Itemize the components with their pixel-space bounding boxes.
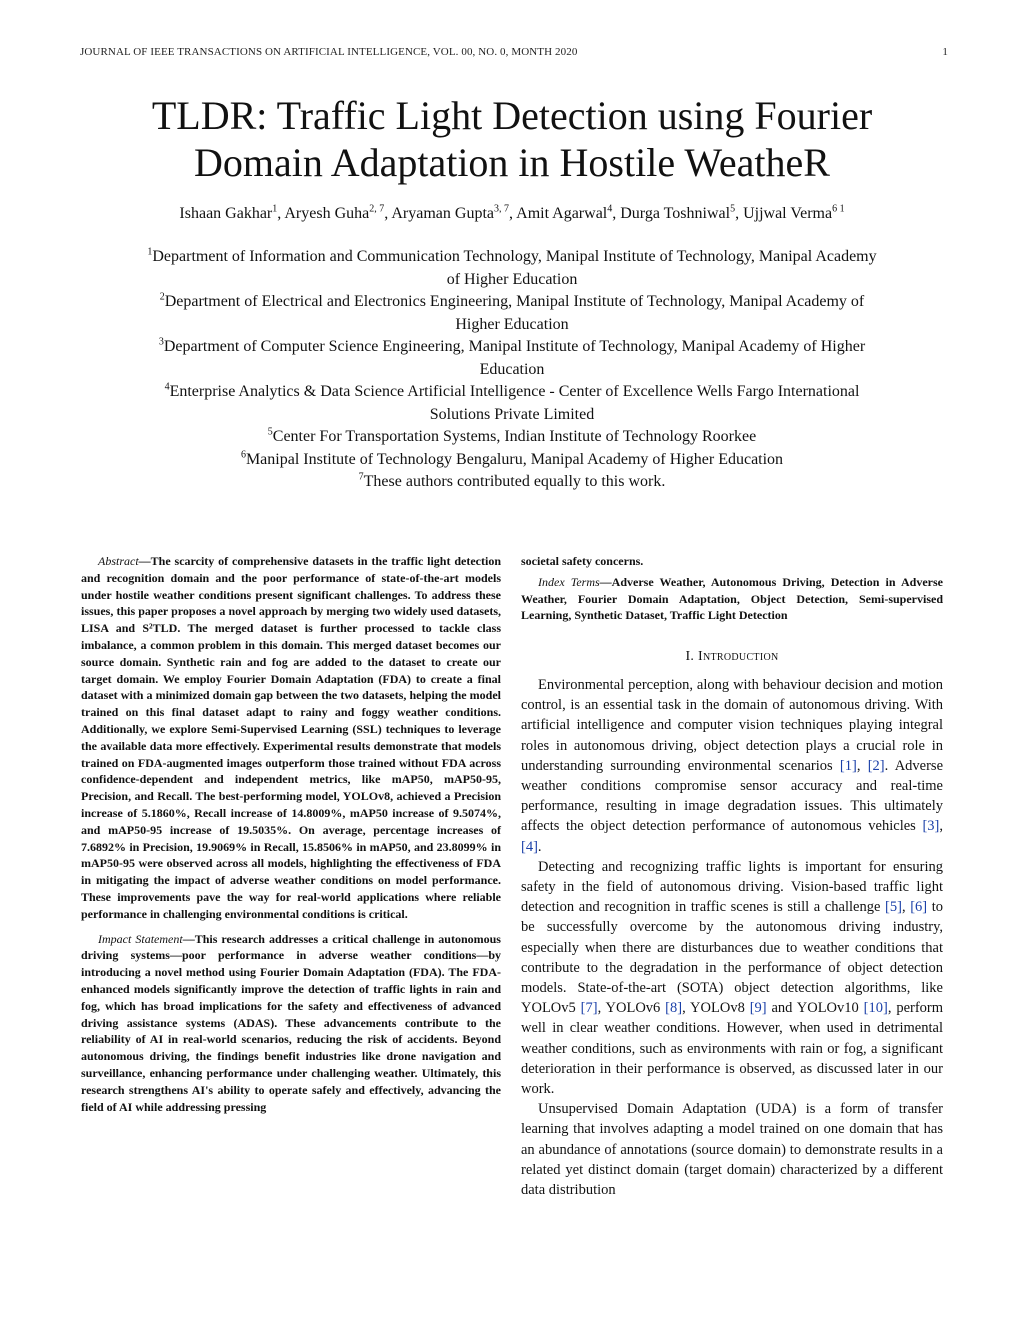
text-run: , (939, 818, 943, 835)
affiliation-line: Department of Computer Science Engineering, Manipal Institute of Technology, Manipal Academy of Higher (163, 338, 866, 355)
citation-link[interactable]: [4] (521, 838, 538, 855)
citation-link[interactable]: [3] (922, 818, 940, 835)
abstract-text: —The scarcity of comprehensive datasets in the traffic light detection and recognition domain and the poor performance of state-of-the-art models under hostile weather conditions present significant challenges. To address these issues, this paper proposes a novel approach by merging two widely used datasets, LISA and S²TLD. The merged dataset is further processed to tackle class imbalance, a common problem in this domain. This merged dataset becomes our source domain. Synthetic rain and fog are added to the dataset to create our target domain. We employ Fourier Domain Adaptation (FDA) to create a final dataset with a minimized domain gap between the two datasets, helping the model trained on this final dataset adapt to rainy and foggy weather conditions. Additionally, we explore Semi-Supervised Learning (SSL) techniques to leverage the available data more effectively. Experimental results demonstrate that models trained on FDA-augmented images outperform those trained without FDA across confidence-dependent and independent metrics, like mAP50, mAP50-95, Precision, and Recall. The best-performing model, YOLOv8, achieved a Precision increase of 5.1860%, Recall increase of 14.8009%, mAP50 increase of 9.5074%, and mAP50-95 increase of 19.5035%. On average, percentage increases of 7.6892% in Precision, 19.9069% in Recall, 15.8506% in mAP50, and 23.8099% in mAP50-95 were observed across all models, highlighting the effectiveness of FDA in mitigating the impact of adverse weather conditions on model performance. These improvements pave the way for real-world applications where reliable performance in challenging environmental conditions is critical. (81, 554, 501, 921)
left-column (81, 553, 501, 1115)
text-run: to be successfully overcome by the autonomous driving industry, especially when there are disturbances due to weather conditions that contribute to the degradation in the performance of object detection models. State-of-the-art (SOTA) object detection algorithms, like YOLOv5 (521, 899, 944, 1017)
affiliation (80, 426, 944, 449)
citation-link[interactable]: [9] (749, 1000, 767, 1017)
title-line-2: Domain Adaptation in Hostile WeatheR (194, 140, 830, 185)
affiliation-sup: 6 (240, 449, 246, 461)
text-run: , (901, 899, 911, 916)
citation-link[interactable]: [10] (863, 1000, 888, 1017)
citation-link[interactable]: [1] (839, 757, 857, 774)
index-terms-text: —Adverse Weather, Autonomous Driving, Detection in Adverse Weather, Fourier Domain Adaptation, Object Detection, Semi-supervised Learning, Synthetic Dataset, Traffic Light Detection (521, 574, 943, 623)
author-sup: 4 (607, 203, 613, 215)
affiliation-line: Manipal Institute of Technology Bengaluru, Manipal Academy of Higher Education (245, 450, 784, 468)
affiliation-line: Solutions Private Limited (429, 405, 595, 423)
affiliation-sup: 1 (147, 246, 153, 258)
author-sup: 3, 7 (494, 203, 510, 215)
index-terms-label: Index Terms (538, 574, 600, 589)
affiliation (80, 381, 944, 426)
affiliation (80, 246, 944, 291)
citation-link[interactable]: [7] (580, 1000, 598, 1017)
affiliation-line: Enterprise Analytics & Data Science Artificial Intelligence - Center of Excellence Wells Fargo International (169, 383, 860, 400)
impact-continuation: societal safety concerns. (521, 554, 644, 568)
title-line-1: TLDR: Traffic Light Detection using Fourier (151, 93, 873, 138)
text-run: , YOLOv8 (682, 1000, 750, 1017)
affiliation-line: Center For Transportation Systems, Indian Institute of Technology Roorkee (272, 428, 757, 445)
paper-title (60, 92, 964, 186)
affiliation (80, 471, 944, 494)
author: Ishaan Gakhar (179, 205, 273, 222)
affiliation-line: Higher Education (455, 315, 569, 333)
text-run: , perform well in clear weather conditions. However, when used in detrimental weather conditions, such as environments with rain or fog, a significant deterioration in their performance is observed, as discussed later in our work. (521, 1000, 944, 1098)
index-terms (521, 574, 943, 624)
running-head (80, 46, 948, 58)
author-sup: 1 (272, 203, 278, 215)
text-run: . Adverse weather conditions compromise sensor accuracy and real-time performance, resulting in image degradation issues. This ultimately affects the object detection performance of autonomous vehicles (521, 757, 944, 835)
author: Amit Agarwal (516, 205, 608, 222)
affiliation (80, 291, 944, 336)
affiliation (80, 336, 944, 381)
text-run: . (537, 838, 542, 855)
affiliation-sup: 2 (159, 291, 165, 303)
author-list: Ishaan Gakhar$^1$, Aryesh Guha$^{2, 7}$, Aryaman Gupta$^{3, 7}$, Amit Agarwal$^4$, Durga Toshniwal$^5$, Ujjwal Verma$^{6 1}$ (179, 203, 845, 222)
citation-link[interactable]: [6] (910, 899, 928, 916)
affiliation-line: These authors contributed equally to this work. (363, 473, 666, 490)
abstract-label: Abstract (98, 554, 139, 568)
impact-text: —This research addresses a critical challenge in autonomous driving systems—poor performance in adverse weather conditions—by introducing a novel method using Fourier Domain Adaptation (FDA). The FDA-enhanced models significantly improve the detection of traffic lights in rain and fog, which has broad implications for the safety and effectiveness of advanced driving assistance systems (ADAS). These advancements contribute to the reliability of AI in real-world scenarios, reducing the risk of accidents. Beyond autonomous driving, the findings benefit industries like drone navigation and surveillance, enhancing performance under challenging weather. Ultimately, this research strengthens AI's ability to operate safely and effectively, advancing the field of AI while addressing pressing (81, 931, 501, 1114)
affiliation-sup: 7 (358, 471, 364, 483)
affiliation-sup: 4 (164, 381, 170, 393)
author-sup: 2, 7 (369, 203, 385, 215)
author: Aryesh Guha (284, 205, 370, 222)
intro-paragraph: Unsupervised Domain Adaptation (UDA) is a form of transfer learning that involves adapting a model trained on one domain that has an abundance of annotations (source domain) to demonstrate results in a related yet distinct domain (target domain) characterized by a different data distribution (521, 1101, 943, 1199)
journal-name: JOURNAL OF IEEE TRANSACTIONS ON ARTIFICIAL INTELLIGENCE, VOL. 00, NO. 0, MONTH 2020 (80, 46, 578, 58)
right-column (521, 553, 943, 1200)
affiliation (80, 449, 944, 472)
intro-paragraph (521, 857, 943, 1099)
author: Ujjwal Verma (743, 205, 833, 222)
page-number: 1 (942, 46, 948, 58)
author-sup: 5 (730, 203, 736, 215)
affiliation-line: Department of Information and Communication Technology, Manipal Institute of Technology, Manipal Academy (152, 248, 877, 265)
affiliation-sup: 5 (267, 426, 273, 438)
citation-link[interactable]: [8] (665, 1000, 683, 1017)
author-sup: 6 1 (832, 203, 845, 215)
affiliation-list (80, 246, 944, 494)
affiliation-line: of Higher Education (446, 270, 578, 288)
affiliation-line: Department of Electrical and Electronics Engineering, Manipal Institute of Technology, Manipal Academy of (164, 293, 865, 310)
text-run: and YOLOv10 (766, 1000, 864, 1017)
impact-label: Impact Statement (98, 931, 183, 946)
author: Aryaman Gupta (391, 205, 495, 222)
introduction-body (521, 675, 943, 1200)
text-run: Environmental perception, along with behaviour decision and motion control, is an essential task in the domain of autonomous driving. With artificial intelligence and computer vision techniques playing integral roles in autonomous driving, object detection plays a crucial role in understanding surrounding environmental scenarios (521, 676, 943, 774)
section-heading-introduction: I. Introduction (685, 649, 779, 665)
intro-paragraph (521, 675, 943, 857)
author: Durga Toshniwal (620, 205, 731, 222)
citation-link[interactable]: [2] (867, 757, 885, 774)
affiliation-sup: 3 (158, 336, 164, 348)
text-run: Detecting and recognizing traffic lights is important for ensuring safety in the field of autonomous driving. Vision-based traffic light detection and recognition in traffic scenes is still a challenge (521, 858, 943, 916)
citation-link[interactable]: [5] (885, 899, 902, 916)
abstract (81, 553, 501, 923)
text-run: , (856, 757, 868, 774)
impact-statement (81, 931, 501, 1116)
affiliation-line: Education (479, 360, 545, 378)
text-run: , YOLOv6 (597, 1000, 666, 1017)
